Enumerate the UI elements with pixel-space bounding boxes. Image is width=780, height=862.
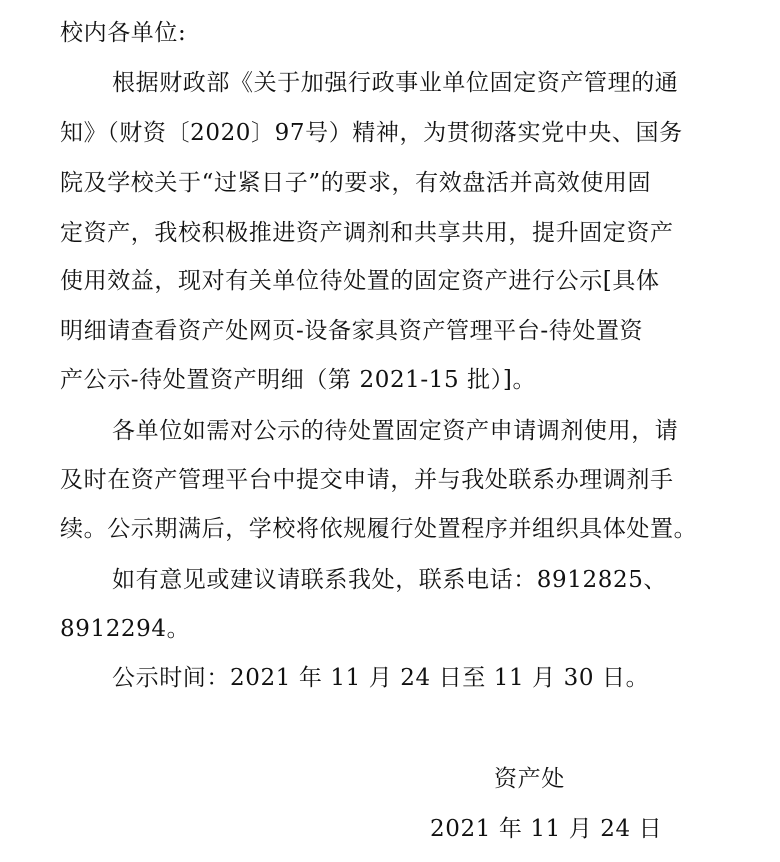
signature-department: 资产处 xyxy=(494,766,565,792)
paragraph-3-line-1: 如有意见或建议请联系我处，联系电话：8912825、 xyxy=(112,567,668,593)
paragraph-1-line-7: 产公示-待处置资产明细（第 2021-15 批）]。 xyxy=(60,367,537,393)
paragraph-2-line-2: 及时在资产管理平台中提交申请，并与我处联系办理调剂手 xyxy=(60,467,674,493)
paragraph-1-line-1: 根据财政部《关于加强行政事业单位固定资产管理的通 xyxy=(112,70,679,96)
salutation: 校内各单位: xyxy=(60,20,187,46)
notice-period: 公示时间：2021 年 11 月 24 日至 11 月 30 日。 xyxy=(112,665,650,691)
paragraph-1-line-6: 明细请查看资产处网页-设备家具资产管理平台-待处置资 xyxy=(60,318,644,344)
paragraph-3-line-2: 8912294。 xyxy=(60,616,191,642)
paragraph-2-line-1: 各单位如需对公示的待处置固定资产申请调剂使用，请 xyxy=(112,418,679,444)
paragraph-1-line-5: 使用效益，现对有关单位待处置的固定资产进行公示[具体 xyxy=(60,268,660,294)
paragraph-1-line-3: 院及学校关于“过紧日子”的要求，有效盘活并高效使用固 xyxy=(60,170,652,196)
paragraph-2-line-3: 续。公示期满后，学校将依规履行处置程序并组织具体处置。 xyxy=(60,516,698,542)
signature-date: 2021 年 11 月 24 日 xyxy=(430,816,663,842)
paragraph-1-line-4: 定资产，我校积极推进资产调剂和共享共用，提升固定资产 xyxy=(60,220,674,246)
paragraph-1-line-2: 知》（财资〔2020〕97号）精神，为贯彻落实党中央、国务 xyxy=(60,120,683,146)
